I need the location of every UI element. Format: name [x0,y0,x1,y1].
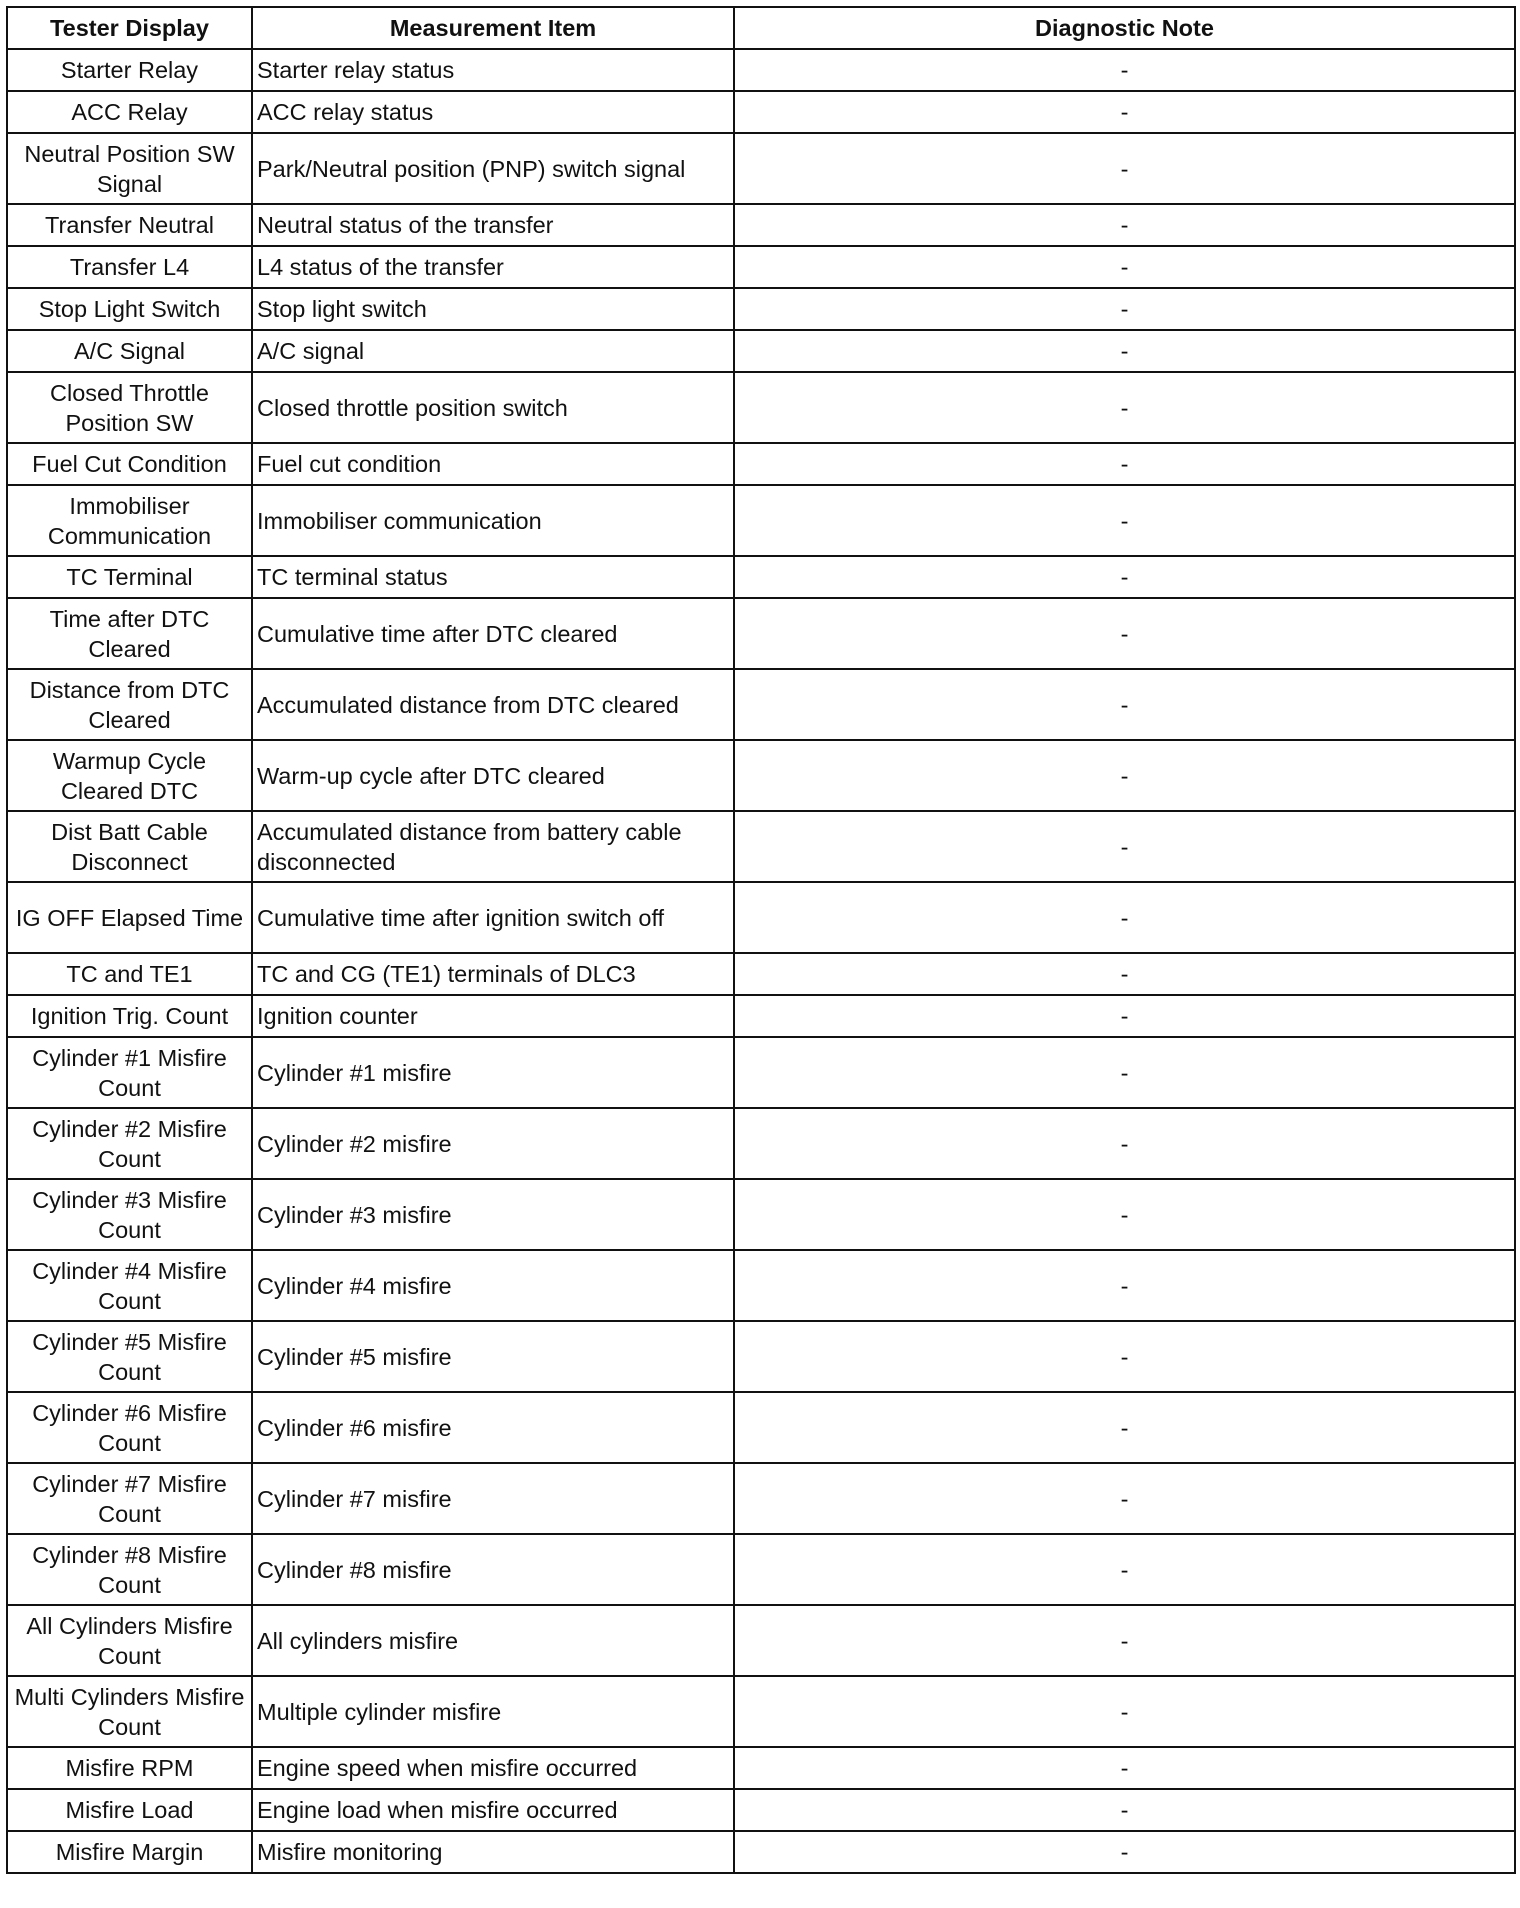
diagnostic-note-cell: - [734,1392,1515,1463]
tester-display-cell: Transfer Neutral [7,204,252,246]
diagnostic-note-cell: - [734,443,1515,485]
tester-display-cell: Cylinder #3 Misfire Count [7,1179,252,1250]
table-row [7,204,1515,246]
tester-display-cell: Multi Cylinders Misfire Count [7,1676,252,1747]
tester-display-cell: Fuel Cut Condition [7,443,252,485]
table-row [7,246,1515,288]
tester-display-cell: Neutral Position SW Signal [7,133,252,204]
table-row [7,1605,1515,1676]
measurement-item-cell: Cylinder #3 misfire [252,1179,734,1250]
tester-display-cell: Closed Throttle Position SW [7,372,252,443]
tester-display-cell: Cylinder #7 Misfire Count [7,1463,252,1534]
diagnostic-note-cell: - [734,1250,1515,1321]
diagnostic-note-cell: - [734,882,1515,953]
measurement-item-cell: Accumulated distance from DTC cleared [252,669,734,740]
table-header-row [7,7,1515,49]
diagnostic-note-cell: - [734,1747,1515,1789]
table-row [7,1831,1515,1873]
tester-display-cell: TC and TE1 [7,953,252,995]
diagnostic-note-cell: - [734,1321,1515,1392]
diagnostic-note-cell: - [734,49,1515,91]
diagnostic-note-cell: - [734,1789,1515,1831]
diagnostic-note-cell: - [734,669,1515,740]
measurement-item-cell: Cylinder #7 misfire [252,1463,734,1534]
diagnostic-note-cell: - [734,1534,1515,1605]
table-body [7,49,1515,1873]
tester-display-cell: Transfer L4 [7,246,252,288]
measurement-item-cell: Neutral status of the transfer [252,204,734,246]
tester-display-cell: Misfire Load [7,1789,252,1831]
diagnostic-note-cell: - [734,372,1515,443]
table-row [7,953,1515,995]
table-row [7,1321,1515,1392]
table-row [7,995,1515,1037]
measurement-item-cell: Cylinder #2 misfire [252,1108,734,1179]
measurement-item-cell: L4 status of the transfer [252,246,734,288]
tester-display-cell: TC Terminal [7,556,252,598]
measurement-item-cell: TC and CG (TE1) terminals of DLC3 [252,953,734,995]
diagnostic-note-cell: - [734,811,1515,882]
diagnostic-note-cell: - [734,740,1515,811]
tester-display-cell: Cylinder #1 Misfire Count [7,1037,252,1108]
diagnostic-note-cell: - [734,330,1515,372]
tester-display-cell: Misfire Margin [7,1831,252,1873]
table-row [7,811,1515,882]
diagnostic-note-cell: - [734,1463,1515,1534]
tester-display-cell: All Cylinders Misfire Count [7,1605,252,1676]
measurement-item-cell: Fuel cut condition [252,443,734,485]
table-row [7,1250,1515,1321]
tester-display-cell: Misfire RPM [7,1747,252,1789]
tester-display-cell: ACC Relay [7,91,252,133]
diagnostic-note-cell: - [734,246,1515,288]
diagnostic-note-cell: - [734,1179,1515,1250]
tester-display-cell: Immobiliser Communication [7,485,252,556]
header-tester-display: Tester Display [7,7,252,49]
tester-display-cell: Ignition Trig. Count [7,995,252,1037]
table-row [7,1037,1515,1108]
measurement-item-cell: Cumulative time after ignition switch off [252,882,734,953]
diagnostic-note-cell: - [734,204,1515,246]
table-row [7,49,1515,91]
measurement-item-cell: Ignition counter [252,995,734,1037]
measurement-item-cell: Park/Neutral position (PNP) switch signal [252,133,734,204]
diagnostic-note-cell: - [734,1605,1515,1676]
tester-display-cell: A/C Signal [7,330,252,372]
table-row [7,1108,1515,1179]
tester-display-cell: Warmup Cycle Cleared DTC [7,740,252,811]
measurement-item-cell: Immobiliser communication [252,485,734,556]
measurement-item-cell: Misfire monitoring [252,1831,734,1873]
measurement-item-cell: Cylinder #1 misfire [252,1037,734,1108]
table-row [7,1789,1515,1831]
measurement-item-cell: Multiple cylinder misfire [252,1676,734,1747]
table-row [7,1676,1515,1747]
table-row [7,91,1515,133]
diagnostic-note-cell: - [734,288,1515,330]
diagnostic-note-cell: - [734,1037,1515,1108]
diagnostic-note-cell: - [734,1831,1515,1873]
measurement-item-cell: Cylinder #6 misfire [252,1392,734,1463]
tester-display-cell: Cylinder #6 Misfire Count [7,1392,252,1463]
measurement-item-cell: Accumulated distance from battery cable disconnected [252,811,734,882]
tester-display-cell: Distance from DTC Cleared [7,669,252,740]
header-diagnostic-note: Diagnostic Note [734,7,1515,49]
diagnostic-note-cell: - [734,598,1515,669]
measurement-item-cell: A/C signal [252,330,734,372]
table-row [7,372,1515,443]
table-row [7,669,1515,740]
tester-display-cell: Dist Batt Cable Disconnect [7,811,252,882]
tester-display-cell: Cylinder #4 Misfire Count [7,1250,252,1321]
tester-display-cell: IG OFF Elapsed Time [7,882,252,953]
measurement-item-cell: ACC relay status [252,91,734,133]
table-row [7,1463,1515,1534]
measurement-item-cell: Engine speed when misfire occurred [252,1747,734,1789]
diagnostic-note-cell: - [734,485,1515,556]
measurement-item-cell: Closed throttle position switch [252,372,734,443]
tester-display-cell: Cylinder #8 Misfire Count [7,1534,252,1605]
table-row [7,882,1515,953]
measurement-item-cell: All cylinders misfire [252,1605,734,1676]
measurement-item-cell: Cylinder #8 misfire [252,1534,734,1605]
table-row [7,288,1515,330]
diagnostic-note-cell: - [734,91,1515,133]
measurement-item-cell: TC terminal status [252,556,734,598]
tester-display-cell: Stop Light Switch [7,288,252,330]
diagnostic-note-cell: - [734,1108,1515,1179]
table-row [7,443,1515,485]
table-row [7,598,1515,669]
diagnostic-note-cell: - [734,133,1515,204]
document-page [6,6,1514,1874]
table-row [7,556,1515,598]
table-row [7,1392,1515,1463]
diagnostic-note-cell: - [734,995,1515,1037]
table-row [7,485,1515,556]
table-row [7,1179,1515,1250]
diagnostic-note-cell: - [734,953,1515,995]
measurement-item-cell: Cylinder #5 misfire [252,1321,734,1392]
measurement-item-cell: Stop light switch [252,288,734,330]
table-row [7,330,1515,372]
tester-display-cell: Time after DTC Cleared [7,598,252,669]
table-row [7,1534,1515,1605]
tester-display-cell: Cylinder #5 Misfire Count [7,1321,252,1392]
table-row [7,133,1515,204]
measurement-item-cell: Starter relay status [252,49,734,91]
table-row [7,1747,1515,1789]
diagnostic-note-cell: - [734,1676,1515,1747]
header-measurement-item: Measurement Item [252,7,734,49]
diagnostic-note-cell: - [734,556,1515,598]
table-row [7,740,1515,811]
measurement-item-cell: Cumulative time after DTC cleared [252,598,734,669]
measurement-item-cell: Warm-up cycle after DTC cleared [252,740,734,811]
tester-display-cell: Cylinder #2 Misfire Count [7,1108,252,1179]
diagnostic-data-table [6,6,1516,1874]
tester-display-cell: Starter Relay [7,49,252,91]
measurement-item-cell: Engine load when misfire occurred [252,1789,734,1831]
measurement-item-cell: Cylinder #4 misfire [252,1250,734,1321]
